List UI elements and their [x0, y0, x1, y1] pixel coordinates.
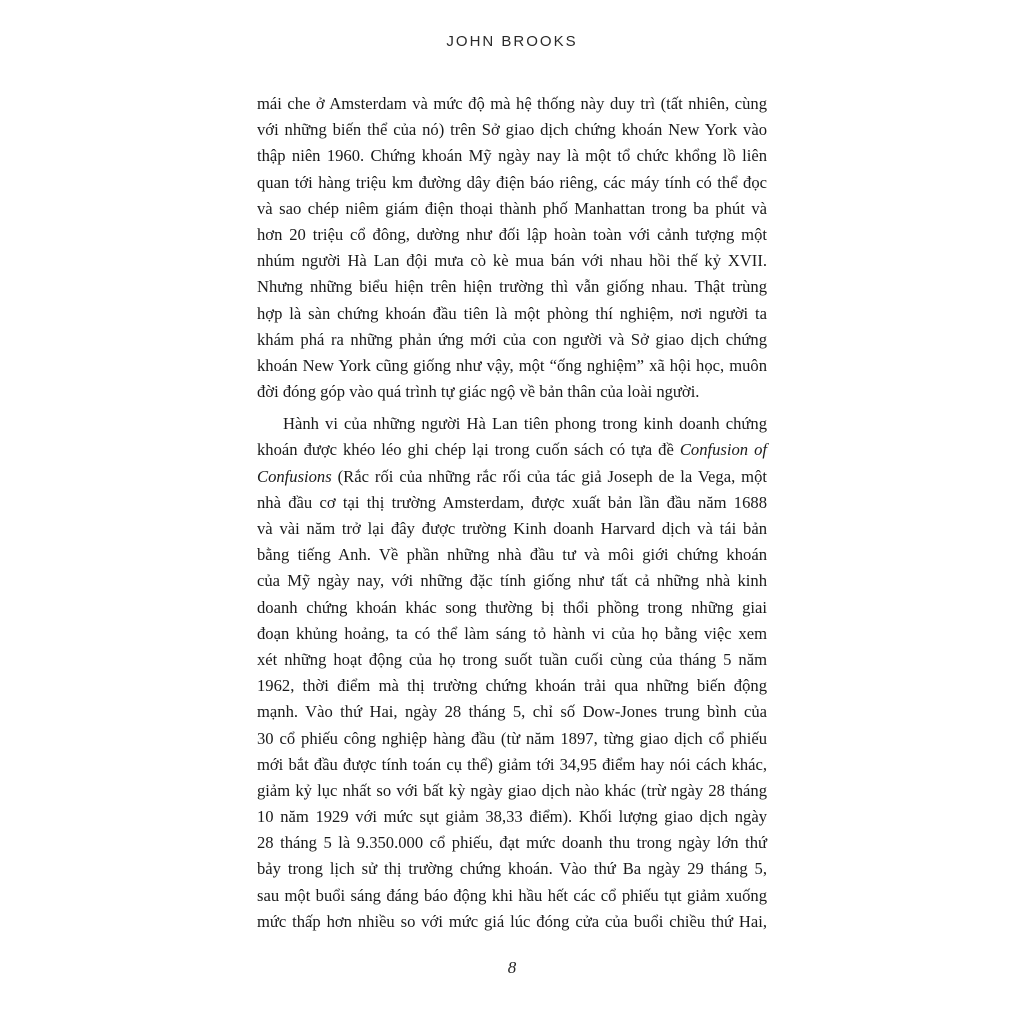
text-line: bằng tiếng Anh. Về phần những nhà đầu tư và môi giới chứng khoán [257, 545, 767, 565]
running-head: JOHN BROOKS [446, 33, 578, 50]
text-line: và sao chép niêm giám điện thoại thành phố Manhattan trong ba phút và [257, 198, 767, 218]
text-line: Nhưng những biểu hiện trên hiện trường thì vẫn giống nhau. Thật trùng [257, 277, 767, 297]
text-run: (Rắc rối của những rắc rối của tác giả Joseph de la Vega, một [331, 466, 767, 486]
text-line: với những biến thể của nó) trên Sở giao dịch chứng khoán New York vào [257, 120, 767, 140]
book-title-italic: Confusion of [679, 440, 767, 460]
text-line: khám phá ra những phản ứng mới của con người và Sở giao dịch chứng [257, 329, 767, 349]
book-title-italic: Confusions [257, 466, 332, 486]
text-line: nhúm người Hà Lan đội mưa cò kè mua bán với nhau hồi thế kỷ XVII. [257, 251, 767, 271]
text-line: và vài năm trở lại đây được trường Kinh doanh Harvard dịch và tái bản [257, 519, 767, 538]
text-line: mức thấp hơn nhiều so với mức giá lúc đóng cửa của buổi chiều thứ Hai, [257, 911, 767, 931]
text-run: khoán được khéo léo ghi chép lại trong cuốn sách có tựa đề [257, 440, 680, 460]
text-line: quan tới hàng triệu km đường dây điện báo riêng, các máy tính có thể đọc [257, 172, 767, 192]
text-line: xét những hoạt động của họ trong suốt tuần cuối cùng của tháng 5 năm [257, 649, 767, 669]
text-line: 28 tháng 5 là 9.350.000 cổ phiếu, đạt mức doanh thu trong ngày lớn thứ [257, 833, 767, 853]
text-line: đời đóng góp vào quá trình tự giác ngộ về bản thân của loài người. [257, 382, 700, 402]
text-line: 1962, thời điểm mà thị trường chứng khoán trải qua những biến động [257, 676, 767, 696]
text-line: giảm kỷ lục nhất so với bất kỳ ngày giao dịch nào khác (trừ ngày 28 tháng [257, 780, 767, 800]
text-line: 10 năm 1929 với mức sụt giảm 38,33 điểm). Khối lượng giao dịch ngày [257, 807, 767, 827]
page-number: 8 [507, 958, 517, 977]
text-line: hợp là sàn chứng khoán đầu tiên là một phòng thí nghiệm, nơi người ta [257, 303, 767, 323]
text-line: bảy trong lịch sử thị trường chứng khoán. Vào thứ Ba ngày 29 tháng 5, [257, 859, 767, 879]
body-text [257, 91, 767, 935]
text-line: khoán New York cũng giống như vậy, một “ống nghiệm” xã hội học, muôn [257, 355, 767, 375]
text-line: sau một buổi sáng đáng báo động khi hầu hết các cổ phiếu tụt giảm xuống [257, 885, 767, 905]
text-line: hơn 20 triệu cổ đông, dường như đối lập hoàn toàn với cảnh tượng một [257, 224, 767, 244]
text-line [257, 464, 767, 490]
text-line: nhà đầu cơ tại thị trường Amsterdam, được xuất bản lần đầu năm 1688 [257, 492, 767, 512]
text-line: 30 cổ phiếu công nghiệp hàng đầu (từ năm 1897, từng giao dịch cổ phiếu [257, 728, 767, 748]
text-line: mạnh. Vào thứ Hai, ngày 28 tháng 5, chỉ số Dow-Jones trung bình của [257, 702, 767, 722]
text-line: Hành vi của những người Hà Lan tiên phong trong kinh doanh chứng [283, 414, 767, 434]
text-line: mới bắt đầu được tính toán cụ thể) giảm tới 34,95 điểm hay nói cách khác, [257, 754, 767, 774]
text-line: doanh chứng khoán khác song thường bị thổi phồng trong những giai [257, 597, 767, 617]
text-line [257, 437, 767, 463]
paragraph-1 [257, 91, 767, 405]
paragraph-2 [257, 411, 767, 935]
text-line: mái che ở Amsterdam và mức độ mà hệ thống này duy trì (tất nhiên, cùng [257, 94, 767, 113]
text-line: đoạn khủng hoảng, ta có thể làm sáng tỏ hành vi của họ bằng việc xem [257, 623, 767, 643]
text-line: của Mỹ ngày nay, với những đặc tính giống như tất cả những nhà kinh [257, 571, 767, 591]
text-line: thập niên 1960. Chứng khoán Mỹ ngày nay là một tổ chức khổng lồ liên [257, 146, 767, 166]
